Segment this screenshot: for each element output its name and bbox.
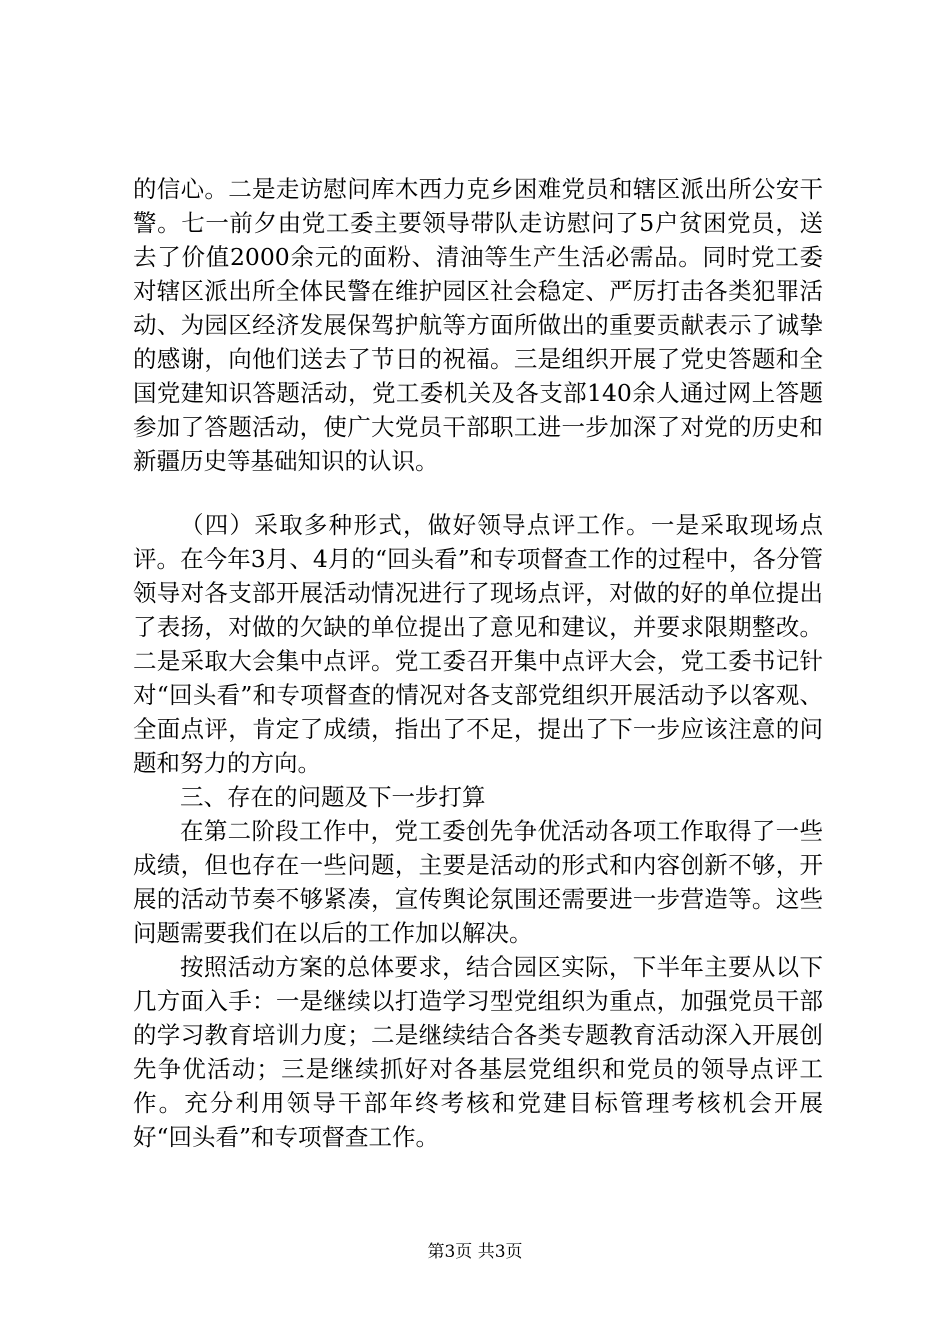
paragraph-problems: 在第二阶段工作中，党工委创先争优活动各项工作取得了一些成绩，但也存在一些问题，主要是活动的形式和内容创新不够，开展的活动节奏不够紧凑，宣传舆论氛围还需要进一步营造等。这些问题需要我们在以后的工作加以解决。 (133, 817, 823, 947)
document-body (133, 172, 823, 1154)
paragraph-section-four: （四）采取多种形式，做好领导点评工作。一是采取现场点评。在今年3月、4月的“回头看”和专项督查工作的过程中，各分管领导对各支部开展活动情况进行了现场点评，对做的好的单位提出了表扬，对做的欠缺的单位提出了意见和建议，并要求限期整改。二是采取大会集中点评。党工委召开集中点评大会，党工委书记针对“回头看”和专项督查的情况对各支部党组织开展活动予以客观、全面点评，肯定了成绩，指出了不足，提出了下一步应该注意的问题和努力的方向。 (133, 511, 823, 777)
paragraph-continuation: 的信心。二是走访慰问库木西力克乡困难党员和辖区派出所公安干警。七一前夕由党工委主要领导带队走访慰问了5户贫困党员，送去了价值2000余元的面粉、清油等生产生活必需品。同时党工委对辖区派出所全体民警在维护园区社会稳定、严厉打击各类犯罪活动、为园区经济发展保驾护航等方面所做出的重要贡献表示了诚挚的感谢，向他们送去了节日的祝福。三是组织开展了党史答题和全国党建知识答题活动，党工委机关及各支部140余人通过网上答题参加了答题活动，使广大党员干部职工进一步加深了对党的历史和新疆历史等基础知识的认识。 (133, 175, 823, 475)
page-footer: 第3页 共3页 (427, 1242, 523, 1262)
section-heading-three: 三、存在的问题及下一步打算 (180, 783, 486, 811)
paragraph-next-steps: 按照活动方案的总体要求，结合园区实际，下半年主要从以下几方面入手：一是继续以打造学习型党组织为重点，加强党员干部的学习教育培训力度；二是继续结合各类专题教育活动深入开展创先争优活动；三是继续抓好对各基层党组织和党员的领导点评工作。充分利用领导干部年终考核和党建目标管理考核机会开展好“回头看”和专项督查工作。 (133, 953, 823, 1151)
